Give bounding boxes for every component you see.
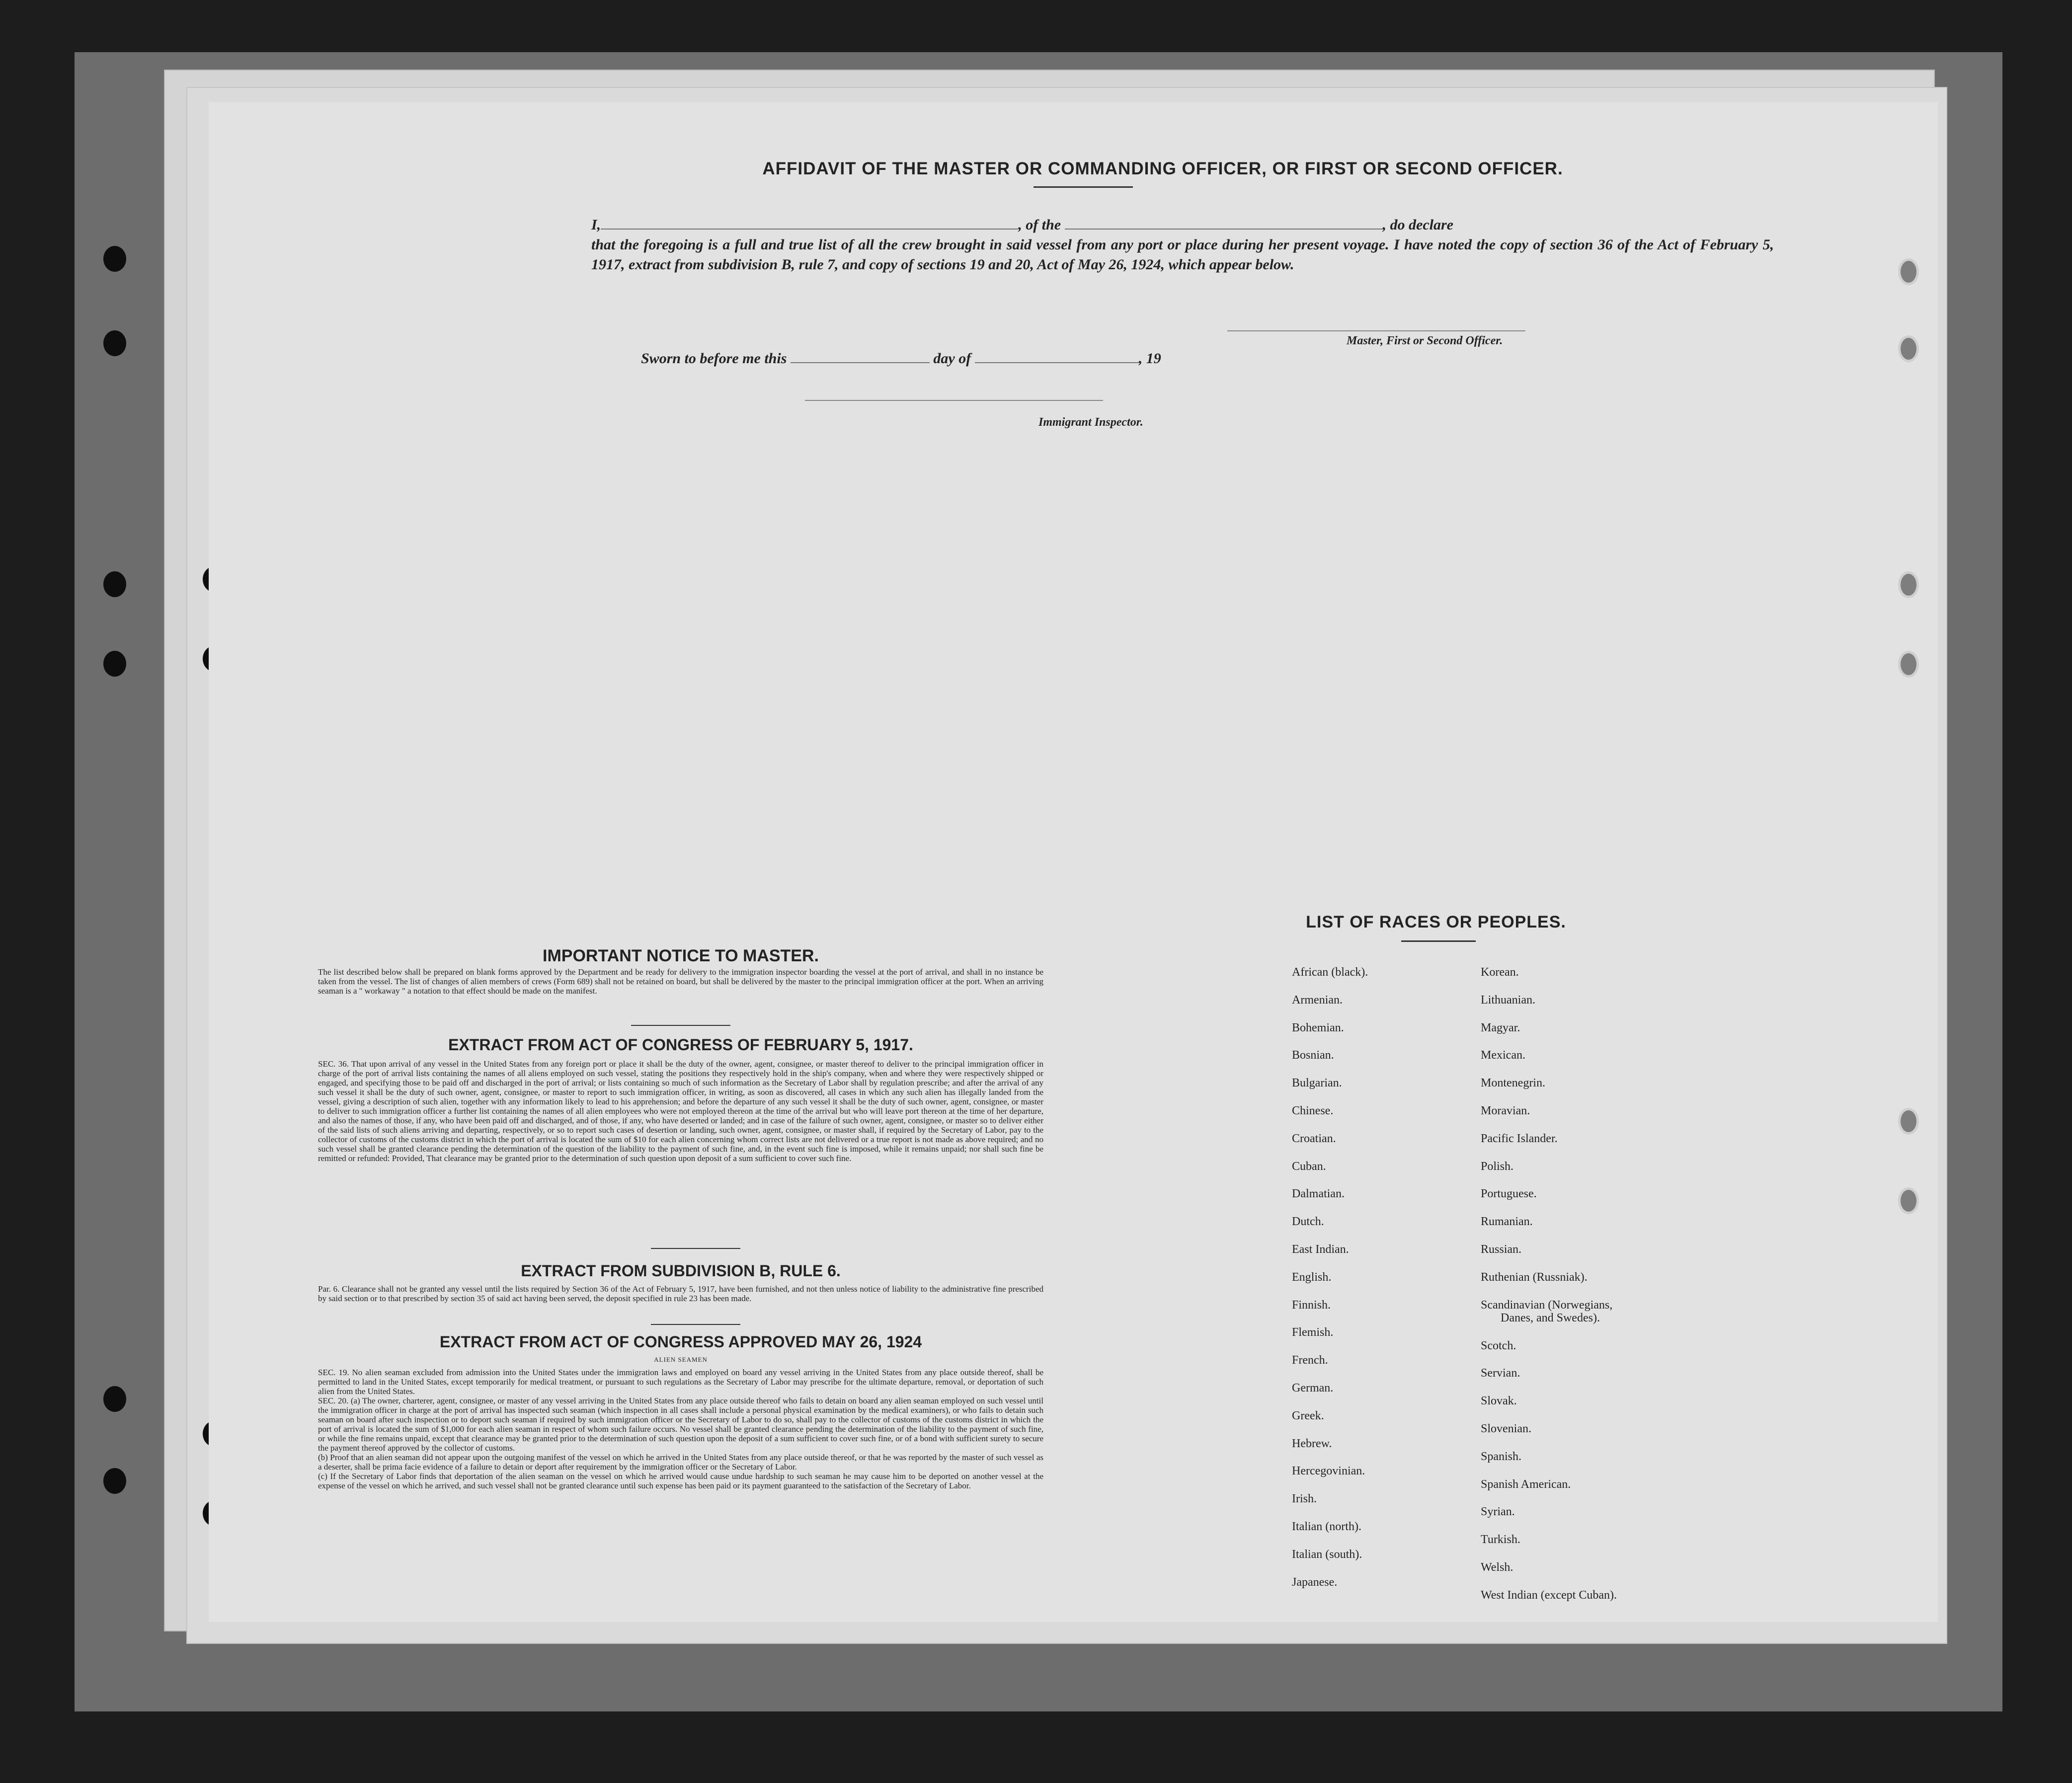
divider <box>1401 940 1476 942</box>
section-20b: (b) Proof that an alien seaman did not appear upon the outgoing manifest of the vessel on which he arrived in the United States from any place outside thereof, or that he was reported by the master of such vessel as a deserter, shall be prima facie evidence of a failure to detain or deport after requirement by the immigration officer or the Secretary of Labor. <box>318 1453 1043 1472</box>
race-item: West Indian (except Cuban). <box>1481 1588 1617 1602</box>
race-item: French. <box>1292 1354 1328 1367</box>
race-item-line: Danes, and Swedes). <box>1501 1311 1600 1324</box>
race-item: Cuban. <box>1292 1160 1326 1173</box>
race-item: Slovak. <box>1481 1395 1517 1408</box>
race-item: Spanish American. <box>1481 1477 1571 1491</box>
affidavit-line1-mid: , of the <box>1018 217 1061 233</box>
race-item: Polish. <box>1481 1160 1514 1173</box>
race-item: Bulgarian. <box>1292 1077 1342 1090</box>
binder-ring <box>1898 335 1919 362</box>
race-item: Welsh. <box>1481 1560 1514 1574</box>
race-item: Armenian. <box>1292 993 1343 1007</box>
divider <box>651 1248 740 1249</box>
binder-ring <box>1898 258 1919 285</box>
affidavit-title: AFFIDAVIT OF THE MASTER OR COMMANDING OFFICER, OR FIRST OR SECOND OFFICER. <box>762 159 1563 178</box>
extract-1924-text <box>318 1368 1043 1490</box>
race-item: German. <box>1292 1381 1334 1395</box>
race-item: Bohemian. <box>1292 1021 1344 1034</box>
inspector-line <box>805 400 1103 401</box>
section-19: SEC. 19. No alien seaman excluded from admission into the United States under the immigration laws and employed on board any vessel arriving in the United States from any place outside thereof, shall be permitted to land in the United States, except temporarily for medical treatment, or pursuant to such regulations as the Secretary of Labor may prescribe for the ultimate departure, removal, or deportation of such alien from the United States. <box>318 1368 1043 1396</box>
race-item: Hercegovinian. <box>1292 1465 1365 1478</box>
sworn-start: Sworn to before me this <box>641 350 787 367</box>
race-item: Ruthenian (Russniak). <box>1481 1270 1588 1284</box>
binder-hole <box>103 571 126 597</box>
race-item: Lithuanian. <box>1481 993 1535 1007</box>
subdivision-b-text: Par. 6. Clearance shall not be granted any vessel until the lists required by Section 36 of the Act of February 5, 1917, have been furnished, and not then unless notice of liability to the administrative fine prescribed by said section or to that prescribed by section 35 of said act having been served, the deposit specified in rule 23 has been made. <box>318 1284 1043 1303</box>
race-item: Mexican. <box>1481 1049 1525 1062</box>
binder-ring <box>1898 651 1919 678</box>
race-item: Scotch. <box>1481 1339 1516 1352</box>
sworn-line <box>641 350 1161 367</box>
race-item: Irish. <box>1292 1492 1317 1506</box>
binder-hole <box>103 1386 126 1412</box>
binder-hole <box>103 330 126 356</box>
binder-ring <box>1898 571 1919 598</box>
affidavit-line1-end: , do declare <box>1382 217 1453 233</box>
race-item: Servian. <box>1481 1367 1520 1380</box>
extract-1924-subtitle: ALIEN SEAMEN <box>654 1356 708 1363</box>
divider <box>631 1025 730 1026</box>
race-item: Bosnian. <box>1292 1049 1334 1062</box>
race-item: Moravian. <box>1481 1104 1530 1117</box>
race-item: Greek. <box>1292 1409 1324 1422</box>
form-page <box>209 102 1938 1622</box>
race-item: Russian. <box>1481 1242 1522 1256</box>
races-column-1 <box>1292 959 1368 1596</box>
sworn-mid: day of <box>933 350 971 367</box>
race-item: Turkish. <box>1481 1533 1520 1547</box>
binder-hole <box>103 651 126 677</box>
binder-hole <box>103 246 126 272</box>
signature-label: Master, First or Second Officer. <box>1347 334 1503 347</box>
signature-line <box>1227 330 1525 331</box>
inspector-label: Immigrant Inspector. <box>1038 416 1143 429</box>
section-20a: SEC. 20. (a) The owner, charterer, agent, consignee, or master of any vessel arriving in the United States from any place outside thereof who fails to detain on board any alien seaman employed on such vessel until the immigration officer in charge at the port of arrival has inspected such seaman (which inspection in all cases shall include a personal physical examination by the medical examiners), or who fails to detain such seaman on board after such inspection or to deport such seaman if required by such immigration officer or the Secretary of Labor to do so, shall pay to the collector of customs of the customs district in which the port of arrival is located the sum of $1,000 for each alien seaman in respect of whom such failure occurs. No vessel shall be granted clearance pending the determination of the liability to the payment of such fine, or while the fine remains unpaid, except that clearance may be granted prior to the determination of such question upon the deposit of a sum sufficient to cover such fine, or of a bond with sufficient surety to secure the payment thereof approved by the collector of customs. <box>318 1396 1043 1453</box>
race-item: Croatian. <box>1292 1132 1336 1145</box>
affidavit-line1-start: I, <box>591 217 601 233</box>
affidavit-declaration: that the foregoing is a full and true list of all the crew brought in said vessel from any port or place during her present voyage. I have noted the copy of section 36 of the Act of February 5, 1917, extract from subdivision B, rule 7, and copy of sections 19 and 20, Act of May 26, 1924, which appear below. <box>591 236 1774 273</box>
extract-1924-title: EXTRACT FROM ACT OF CONGRESS APPROVED MAY 26, 1924 <box>439 1333 922 1351</box>
race-item: Hebrew. <box>1292 1437 1332 1450</box>
race-item-line: Scandinavian (Norwegians, <box>1481 1298 1613 1312</box>
race-item: Syrian. <box>1481 1505 1515 1519</box>
race-item: African (black). <box>1292 966 1368 979</box>
extract-1917-title: EXTRACT FROM ACT OF CONGRESS OF FEBRUARY 5, 1917. <box>448 1036 913 1054</box>
race-item: Finnish. <box>1292 1298 1331 1312</box>
race-item: Flemish. <box>1292 1326 1334 1339</box>
race-item: Magyar. <box>1481 1021 1520 1034</box>
divider <box>1034 186 1133 188</box>
affidavit-body <box>591 215 1774 275</box>
race-item: Korean. <box>1481 966 1519 979</box>
race-item: Portuguese. <box>1481 1187 1537 1201</box>
section-20c: (c) If the Secretary of Labor finds that deportation of the alien seaman on the vessel on which he arrived would cause undue hardship to such seaman he may cause him to be deported on another vessel at the expense of the vessel on which he arrived, and such vessel shall not be granted clearance until such expense has been paid or its payment guaranteed to the satisfaction of the Secretary of Labor. <box>318 1472 1043 1490</box>
binder-ring <box>1898 1108 1919 1135</box>
sworn-year: , 19 <box>1138 350 1161 367</box>
binder-ring <box>1898 1187 1919 1214</box>
race-item: Dutch. <box>1292 1215 1324 1229</box>
race-item: Italian (north). <box>1292 1520 1361 1533</box>
race-item: Dalmatian. <box>1292 1187 1345 1201</box>
notice-title: IMPORTANT NOTICE TO MASTER. <box>543 946 819 965</box>
notice-text: The list described below shall be prepared on blank forms approved by the Department and be ready for delivery to the immigration inspector boarding the vessel at the port of arrival, and shall in no instance be taken from the vessel. The list of changes of alien members of crews (Form 689) shall not be retained on board, but shall be delivered by the master to the principal immigration officer at the port. When an arriving seaman is a " workaway " a notation to that effect should be made on the manifest. <box>318 967 1043 996</box>
subdivision-b-title: EXTRACT FROM SUBDIVISION B, RULE 6. <box>521 1262 841 1280</box>
race-item: Japanese. <box>1292 1575 1338 1589</box>
divider <box>651 1324 740 1325</box>
race-item: Italian (south). <box>1292 1548 1362 1561</box>
race-item <box>1481 1292 1617 1332</box>
race-item: Slovenian. <box>1481 1422 1531 1435</box>
races-column-2 <box>1481 959 1617 1610</box>
race-item: Montenegrin. <box>1481 1077 1545 1090</box>
races-title: LIST OF RACES OR PEOPLES. <box>1306 913 1566 931</box>
race-item: Rumanian. <box>1481 1215 1533 1229</box>
race-item: Pacific Islander. <box>1481 1132 1558 1145</box>
race-item: English. <box>1292 1270 1332 1284</box>
race-item: East Indian. <box>1292 1242 1349 1256</box>
extract-1917-text: SEC. 36. That upon arrival of any vessel in the United States from any foreign port or place it shall be the duty of the owner, agent, consignee, or master thereof to deliver to the principal immigration officer in charge of the port of arrival lists containing the names of all aliens employed on such vessel, stating the positions they respectively hold in the ship's company, when and where they were respectively shipped or engaged, and specifying those to be paid off and discharged in the port of arrival; or lists containing so much of such information as the Secretary of Labor shall by regulation prescribe; and after the arrival of any such vessel it shall be the duty of such owner, agent, consignee, or master to report to such immigration officer, in writing, as soon as discovered, all cases in which any such alien has illegally landed from the vessel, giving a description of such alien, together with any information likely to lead to his apprehension; and before the departure of any such vessel it shall be the duty of such owner, agent, consignee, or master to deliver to such immigration officer a further list containing the names of all alien employees who were not employed thereon at the time of the arrival but who will leave port thereon at the time of her departure, and also the names of those, if any, who have been paid off and discharged, and of those, if any, who have deserted or landed; and in case of the failure of such owner, agent, consignee, or master so to deliver either of the said lists of such aliens arriving and departing, respectively, or so to report such cases of desertion or landing, such owner, agent, consignee, or master shall, if required by the Secretary of Labor, pay to the collector of customs of the customs district in which the port of arrival is located the sum of $10 for each alien concerning whom correct lists are not delivered or a true report is not made as above required; and no such vessel shall be granted clearance pending the determination of the question of the liability to the payment of such fine, and, in the event such fine is imposed, while it remains unpaid; nor shall such fine be remitted or refunded: Provided, That clearance may be granted prior to the determination of such question upon deposit of a sum sufficient to cover such fine. <box>318 1059 1043 1163</box>
race-item: Chinese. <box>1292 1104 1334 1117</box>
race-item: Spanish. <box>1481 1450 1522 1463</box>
binder-hole <box>103 1468 126 1494</box>
